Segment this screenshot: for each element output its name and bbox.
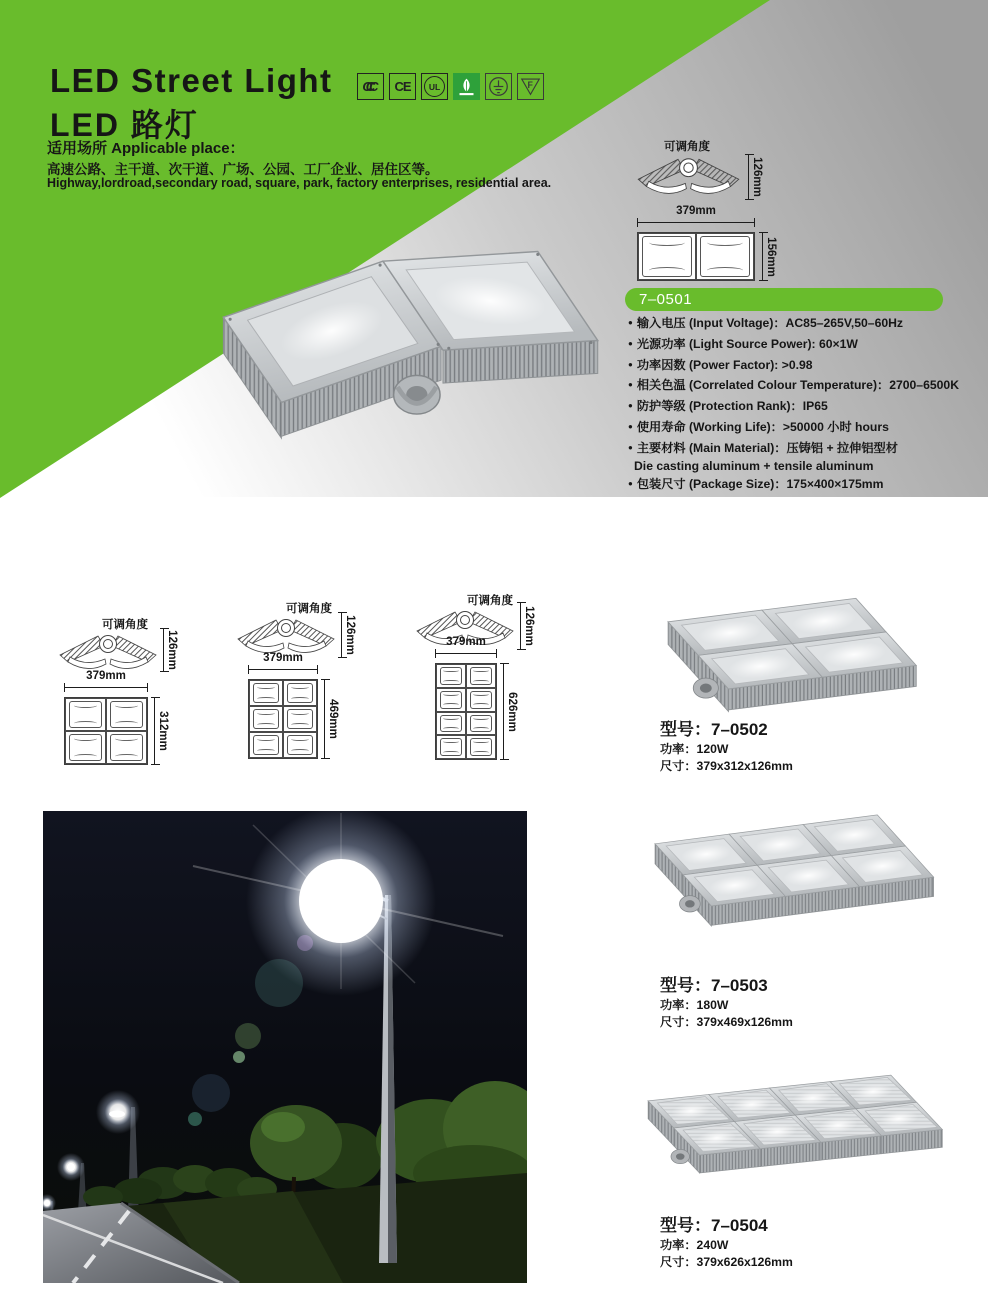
page-title-en: LED Street Light <box>50 62 333 99</box>
model-line: 型号：7–0503 <box>660 976 768 995</box>
angle-label: 可调角度 <box>664 141 710 153</box>
front-view-8-module <box>435 663 497 760</box>
dim-width-379: 379mm <box>248 669 318 670</box>
side-profile-icon <box>636 152 741 196</box>
power-line: 功率：240W <box>660 1238 729 1252</box>
certification-icons <box>357 73 544 100</box>
size-line: 尺寸：379x469x126mm <box>660 1015 793 1029</box>
side-profile-icon <box>58 629 158 671</box>
model-line: 型号：7–0502 <box>660 720 768 739</box>
dim-width-379: 379mm <box>435 653 497 654</box>
product-card-7-0502 <box>660 719 940 775</box>
dim-height-626: 626mm <box>503 663 504 760</box>
spec-power-factor: ● 功率因数 (Power Factor): >0.98 <box>628 355 968 376</box>
spec-main-material-en: Die casting aluminum + tensile aluminum <box>634 458 874 473</box>
applicable-place-cn: 高速公路、主干道、次干道、广场、公园、工厂企业、居住区等。 <box>47 162 439 177</box>
dim-height-156: 156mm <box>762 232 763 281</box>
applicable-place-title: 适用场所 Applicable place： <box>47 140 245 157</box>
spec-light-source-power: ● 光源功率 (Light Source Power): 60×1W <box>628 334 968 355</box>
svg-text:F: F <box>527 79 533 90</box>
size-diagram-7-0503: 可调角度 126mm 379mm 469mm <box>228 583 408 778</box>
size-diagram-7-0504: 可调角度 126mm 379mm 626mm <box>405 573 585 778</box>
ul-icon: UL <box>421 73 448 100</box>
product-photo-7-0504 <box>616 1056 948 1210</box>
dim-height-312: 312mm <box>154 697 155 765</box>
front-view-6-module <box>248 679 318 759</box>
spec-main-material: ● 主要材料 (Main Material)：压铸铝 + 拉伸铝型材 <box>628 438 968 459</box>
product-photo-7-0503 <box>618 786 944 972</box>
product-card-7-0503 <box>660 975 940 1031</box>
model-banner-7-0501: 7–0501 <box>625 288 943 311</box>
ce-icon: CE <box>389 73 416 100</box>
street-night-photo <box>43 811 527 1283</box>
power-line: 功率：120W <box>660 742 729 756</box>
side-profile-icon <box>236 613 336 655</box>
module-cell <box>638 233 696 280</box>
dim-height-469: 469mm <box>324 679 325 759</box>
front-view-2-module <box>637 232 755 281</box>
dim-height-126: 126mm <box>748 154 749 200</box>
product-card-7-0504 <box>660 1215 940 1271</box>
rohs-leaf-icon <box>453 73 480 100</box>
power-line: 功率：180W <box>660 998 729 1012</box>
dim-height-126: 126mm <box>520 602 521 650</box>
featured-product-photo <box>175 196 620 516</box>
spec-protection-rank: ● 防护等级 (Protection Rank)：IP65 <box>628 396 968 417</box>
ccc-icon: CCC <box>357 73 384 100</box>
ground-icon <box>485 73 512 100</box>
spec-colour-temperature: ● 相关色温 (Correlated Colour Temperature)：2700–6500K <box>628 375 968 396</box>
size-line: 尺寸：379x626x126mm <box>660 1255 793 1269</box>
dim-width-379: 379mm <box>64 687 148 688</box>
page-title-cn: LED 路灯 <box>50 107 199 143</box>
dim-width-379: 379mm <box>637 222 755 223</box>
spec-working-life: ● 使用寿命 (Working Life)：>50000 小时 hours <box>628 417 968 438</box>
size-diagram-7-0502: 可调角度 126mm 379mm 312mm <box>50 595 230 775</box>
front-view-4-module <box>64 697 148 765</box>
spec-list <box>628 313 968 494</box>
spec-package-size: ● 包装尺寸 (Package Size)：175×400×175mm <box>628 474 968 495</box>
size-line: 尺寸：379x312x126mm <box>660 759 793 773</box>
spec-input-voltage: ● 输入电压 (Input Voltage)：AC85–265V,50–60Hz <box>628 313 968 334</box>
module-cell <box>696 233 754 280</box>
applicable-place-en: Highway,lordroad,secondary road, square, park, factory enterprises, residential area. <box>47 176 552 190</box>
dim-height-126: 126mm <box>341 612 342 658</box>
dim-height-126: 126mm <box>163 628 164 672</box>
model-line: 型号：7–0504 <box>660 1216 768 1235</box>
f-mark-icon <box>517 73 544 100</box>
product-photo-7-0502 <box>622 574 928 720</box>
